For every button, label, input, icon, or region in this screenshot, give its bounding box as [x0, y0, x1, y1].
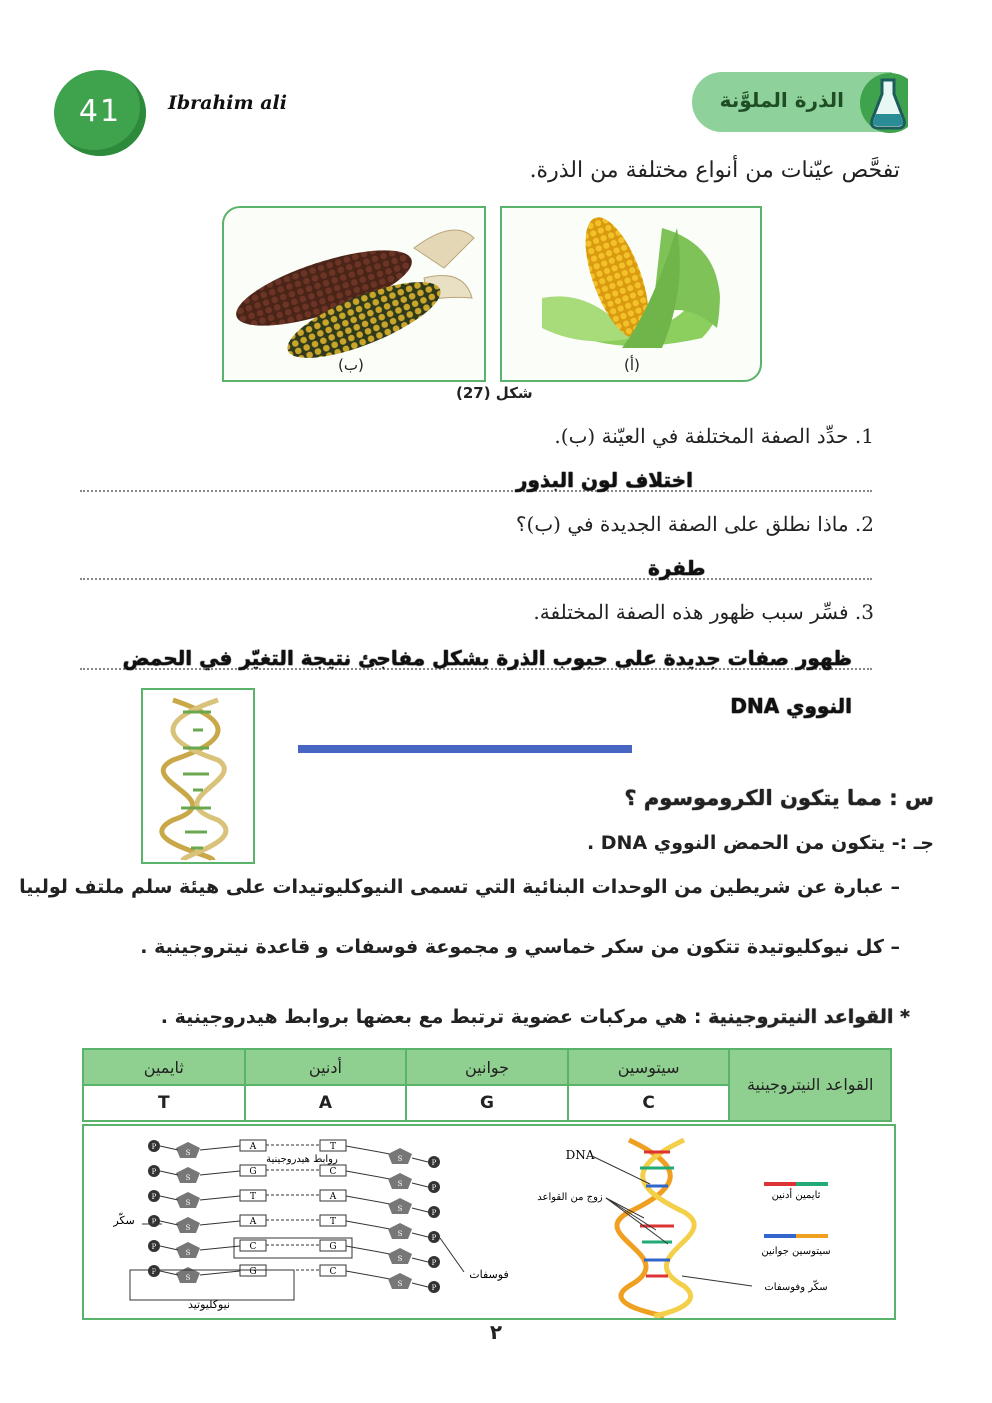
- stem-left-2: [200, 1196, 240, 1200]
- cytosine-guanine-label: سيتوسين جوانين: [761, 1246, 831, 1257]
- phosphate-right-label-1: P: [431, 1184, 437, 1192]
- sugar-label: سكّر: [113, 1214, 135, 1227]
- stem-right-2: [346, 1196, 390, 1204]
- base-left-0: A: [249, 1142, 257, 1152]
- sugar-left-label-2: S: [185, 1199, 191, 1207]
- bond-left-5: [160, 1271, 178, 1275]
- bases-definition: [161, 1006, 910, 1028]
- chromosome-bullet-2: – كل نيوكليوتيدة تتكون من سكر خماسي و مجموعة فوسفات و قاعدة نيتروجينية .: [140, 936, 900, 958]
- base-left-1: G: [249, 1167, 257, 1177]
- question-3: 3. فسِّر سبب ظهور هذه الصفة المختلفة.: [533, 600, 874, 624]
- phosphate-left-label-2: P: [151, 1193, 157, 1201]
- bond-right-3: [412, 1233, 428, 1237]
- answer-line-1: [80, 490, 872, 492]
- base-right-4: G: [329, 1242, 337, 1252]
- phosphate-left-label-4: P: [151, 1243, 157, 1251]
- bond-left-4: [160, 1246, 178, 1250]
- page-badge-number: 41: [78, 94, 122, 129]
- nucleotide-label: نيوكليوتيد: [187, 1298, 231, 1311]
- hydrogen-bonds-label: روابط هيدروجينية: [266, 1154, 338, 1165]
- dna-helix-drawing: [143, 690, 253, 862]
- bases-term: * القواعد النيتروجينية: [708, 1006, 910, 1028]
- bond-left-2: [160, 1196, 178, 1200]
- thymine-adenine-label: ثايمين أدنين: [771, 1190, 821, 1201]
- answer-3-line-2: النووي DNA: [730, 694, 852, 718]
- phosphate-left-label-1: P: [151, 1168, 157, 1176]
- stem-right-0: [346, 1146, 390, 1154]
- phosphate-left-label-3: P: [151, 1218, 157, 1226]
- base-left-5: G: [249, 1267, 257, 1277]
- bond-left-1: [160, 1171, 178, 1175]
- lesson-title: الذرة الملوَّنة: [719, 88, 844, 112]
- base-right-3: T: [329, 1217, 337, 1227]
- bond-right-1: [412, 1183, 428, 1187]
- chromosome-bullet-1: – عبارة عن شريطين من الوحدات البنائية التي تسمى النيوكليوتيدات على هيئة سلم ملتف لولبيا: [19, 876, 900, 898]
- sugar-left-label-4: S: [185, 1249, 191, 1257]
- base-right-0: T: [329, 1142, 337, 1152]
- figure-caption: شكل (27): [456, 384, 533, 402]
- answer-1: اختلاف لون البذور: [516, 468, 693, 492]
- base-name-thymine: ثايمين: [83, 1049, 245, 1085]
- yellow-corn-image: [502, 208, 760, 358]
- base-letter-t: T: [83, 1085, 245, 1121]
- bond-right-0: [412, 1158, 428, 1162]
- phosphate-right-label-3: P: [431, 1234, 437, 1242]
- base-right-5: C: [329, 1267, 337, 1277]
- base-name-cytosine: سيتوسين: [568, 1049, 730, 1085]
- stem-left-1: [200, 1171, 240, 1175]
- base-left-2: T: [249, 1192, 257, 1202]
- phosphate-right-label-2: P: [431, 1209, 437, 1217]
- page-badge: [54, 70, 146, 156]
- answer-3-line-1: ظهور صفات جديدة على حبوب الذرة بشكل مفاجئ نتيجة التغيّر في الحمض: [122, 646, 852, 670]
- stem-right-3: [346, 1221, 390, 1229]
- dna-label: DNA: [565, 1148, 595, 1162]
- flask-icon: [860, 70, 908, 136]
- bases-table: [82, 1048, 892, 1122]
- base-pair-label: زوج من القواعد: [537, 1192, 603, 1203]
- bases-definition-text: : هي مركبات عضوية ترتبط مع بعضها بروابط هيدروجينية .: [160, 1006, 709, 1028]
- dna-structure-diagram: [82, 1124, 896, 1320]
- base-right-1: C: [329, 1167, 337, 1177]
- bond-left-3: [160, 1221, 178, 1225]
- base-left-3: A: [249, 1217, 257, 1227]
- corn-photo-b: [222, 206, 486, 382]
- stem-right-4: [346, 1246, 390, 1254]
- bond-right-4: [412, 1258, 428, 1262]
- stem-right-5: [346, 1271, 390, 1279]
- phosphate-left-label-0: P: [151, 1143, 157, 1151]
- sugar-left-label-1: S: [185, 1174, 191, 1182]
- sugar-right-label-1: S: [397, 1180, 403, 1188]
- base-name-adenine: أدنين: [245, 1049, 407, 1085]
- photo-a-label: (أ): [624, 356, 640, 374]
- dna-helix-image: [141, 688, 255, 864]
- question-1: 1. حدِّد الصفة المختلفة في العيّنة (ب).: [554, 424, 874, 448]
- phosphate-right-label-5: P: [431, 1284, 437, 1292]
- answer-line-2: [80, 578, 872, 580]
- page-number: ٢: [489, 1320, 503, 1344]
- bond-left-0: [160, 1146, 178, 1150]
- base-left-4: C: [249, 1242, 257, 1252]
- stem-left-3: [200, 1221, 240, 1225]
- phosphate-right-label-0: P: [431, 1159, 437, 1167]
- bases-table-row-header: القواعد النيتروجينية: [729, 1049, 891, 1121]
- stem-left-5: [200, 1271, 240, 1275]
- phosphate-label: فوسفات: [469, 1268, 509, 1281]
- answer-2: طفرة: [648, 556, 706, 580]
- sugar-right-label-0: S: [397, 1155, 403, 1163]
- sugar-right-label-4: S: [397, 1255, 403, 1263]
- base-letter-a: A: [245, 1085, 407, 1121]
- phosphate-right-label-4: P: [431, 1259, 437, 1267]
- base-letter-c: C: [568, 1085, 730, 1121]
- multicolor-corn-image: [224, 208, 484, 358]
- sugar-left-label-3: S: [185, 1224, 191, 1232]
- divider-line: [298, 745, 632, 753]
- chromosome-question: س : مما يتكون الكروموسوم ؟: [624, 786, 934, 810]
- sugar-right-label-5: S: [397, 1280, 403, 1288]
- bond-right-2: [412, 1208, 428, 1212]
- photo-b-label: (ب): [338, 356, 364, 374]
- base-right-2: A: [329, 1192, 337, 1202]
- base-name-guanine: جوانين: [406, 1049, 568, 1085]
- sugar-right-label-3: S: [397, 1230, 403, 1238]
- corn-photo-a: [500, 206, 762, 382]
- dna-structure-drawing: [84, 1126, 894, 1318]
- sugar-phosphate-label: سكّر وفوسفات: [764, 1282, 828, 1293]
- bond-right-5: [412, 1283, 428, 1287]
- question-2: 2. ماذا نطلق على الصفة الجديدة في (ب)؟: [515, 512, 874, 536]
- intro-text: تفحَّص عيّنات من أنواع مختلفة من الذرة.: [529, 158, 900, 183]
- sugar-right-label-2: S: [397, 1205, 403, 1213]
- author-name: Ibrahim ali: [168, 92, 287, 114]
- stem-left-0: [200, 1146, 240, 1150]
- chromosome-answer: جـ :- يتكون من الحمض النووي DNA .: [586, 832, 934, 854]
- sugar-left-label-0: S: [185, 1149, 191, 1157]
- stem-right-1: [346, 1171, 390, 1179]
- phosphate-left-label-5: P: [151, 1268, 157, 1276]
- sugar-left-label-5: S: [185, 1274, 191, 1282]
- base-letter-g: G: [406, 1085, 568, 1121]
